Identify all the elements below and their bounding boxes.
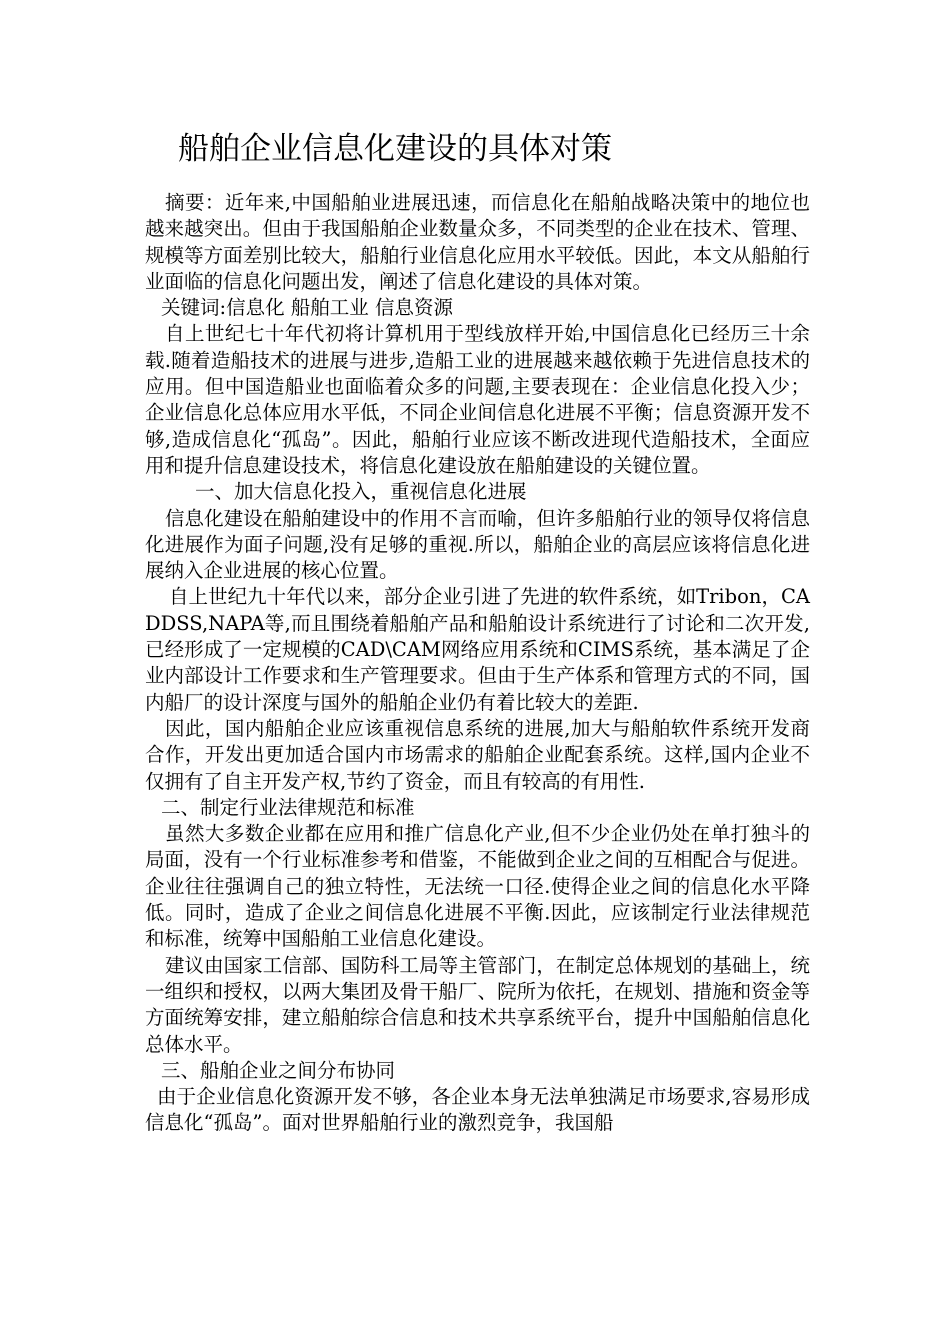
- body-paragraph: 虽然大多数企业都在应用和推广信息化产业,但不少企业仍处在单打独斗的局面，没有一个行业标准参考和借鉴，不能做到企业之间的互相配合与促进。企业往往强调自己的独立特性，无法统一口径.使得企业之间的信息化水平降低。同时，造成了企业之间信息化进展不平衡.因此，应该制定行业法律规范和标准，统筹中国船舶工业信息化建设。: [145, 822, 810, 951]
- body-paragraph: 自上世纪九十年代以来，部分企业引进了先进的软件系统，如Tribon，CADDSS,NAPA等,而且围绕着船舶产品和船舶设计系统进行了讨论和二次开发,已经形成了一定规模的CAD\CAM网络应用系统和CIMS系统，基本满足了企业内部设计工作要求和生产管理要求。但由于生产体系和管理方式的不同，国内船厂的设计深度与国外的船舶企业仍有着比较大的差距.: [145, 585, 810, 714]
- body-paragraph: 自上世纪七十年代初将计算机用于型线放样开始,中国信息化已经历三十余载.随着造船技术的进展与进步,造船工业的进展越来越依赖于先进信息技术的应用。但中国造船业也面临着众多的问题,主要表现在：企业信息化投入少；企业信息化总体应用水平低，不同企业间信息化进展不平衡；信息资源开发不够,造成信息化“孤岛”。因此，船舶行业应该不断改进现代造船技术，全面应用和提升信息建设技术，将信息化建设放在船舶建设的关键位置。: [145, 322, 810, 477]
- body-paragraph: 建议由国家工信部、国防科工局等主管部门，在制定总体规划的基础上，统一组织和授权，以两大集团及骨干船厂、院所为依托，在规划、措施和资金等方面统筹安排，建立船舶综合信息和技术共享系统平台，提升中国船舶信息化总体水平。: [145, 953, 810, 1056]
- section-heading: 一、加大信息化投入，重视信息化进展: [195, 480, 527, 504]
- body-paragraph: 因此，国内船舶企业应该重视信息系统的进展,加大与船舶软件系统开发商合作，开发出更加适合国内市场需求的船舶企业配套系统。这样,国内企业不仅拥有了自主开发产权,节约了资金，而且有较高的有用性.: [145, 716, 810, 793]
- abstract-paragraph: 摘要：近年来,中国船舶业进展迅速，而信息化在船舶战略决策中的地位也越来越突出。但由于我国船舶企业数量众多，不同类型的企业在技术、管理、规模等方面差别比较大，船舶行业信息化应用水平较低。因此，本文从船舶行业面临的信息化问题出发，阐述了信息化建设的具体对策。: [145, 191, 810, 293]
- keywords-line: 关键词:信息化 船舶工业 信息资源: [161, 296, 453, 320]
- body-paragraph: 信息化建设在船舶建设中的作用不言而喻，但许多船舶行业的领导仅将信息化进展作为面子问题,没有足够的重视.所以，船舶企业的高层应该将信息化进展纳入企业进展的核心位置。: [145, 506, 810, 583]
- section-heading: 三、船舶企业之间分布协同: [161, 1058, 396, 1082]
- document-title: 船舶企业信息化建设的具体对策: [178, 131, 612, 167]
- section-heading: 二、制定行业法律规范和标准: [161, 795, 415, 819]
- document-body: [145, 190, 810, 1137]
- body-paragraph: 由于企业信息化资源开发不够，各企业本身无法单独满足市场要求,容易形成信息化“孤岛”。面对世界船舶行业的激烈竞争，我国船: [145, 1085, 810, 1135]
